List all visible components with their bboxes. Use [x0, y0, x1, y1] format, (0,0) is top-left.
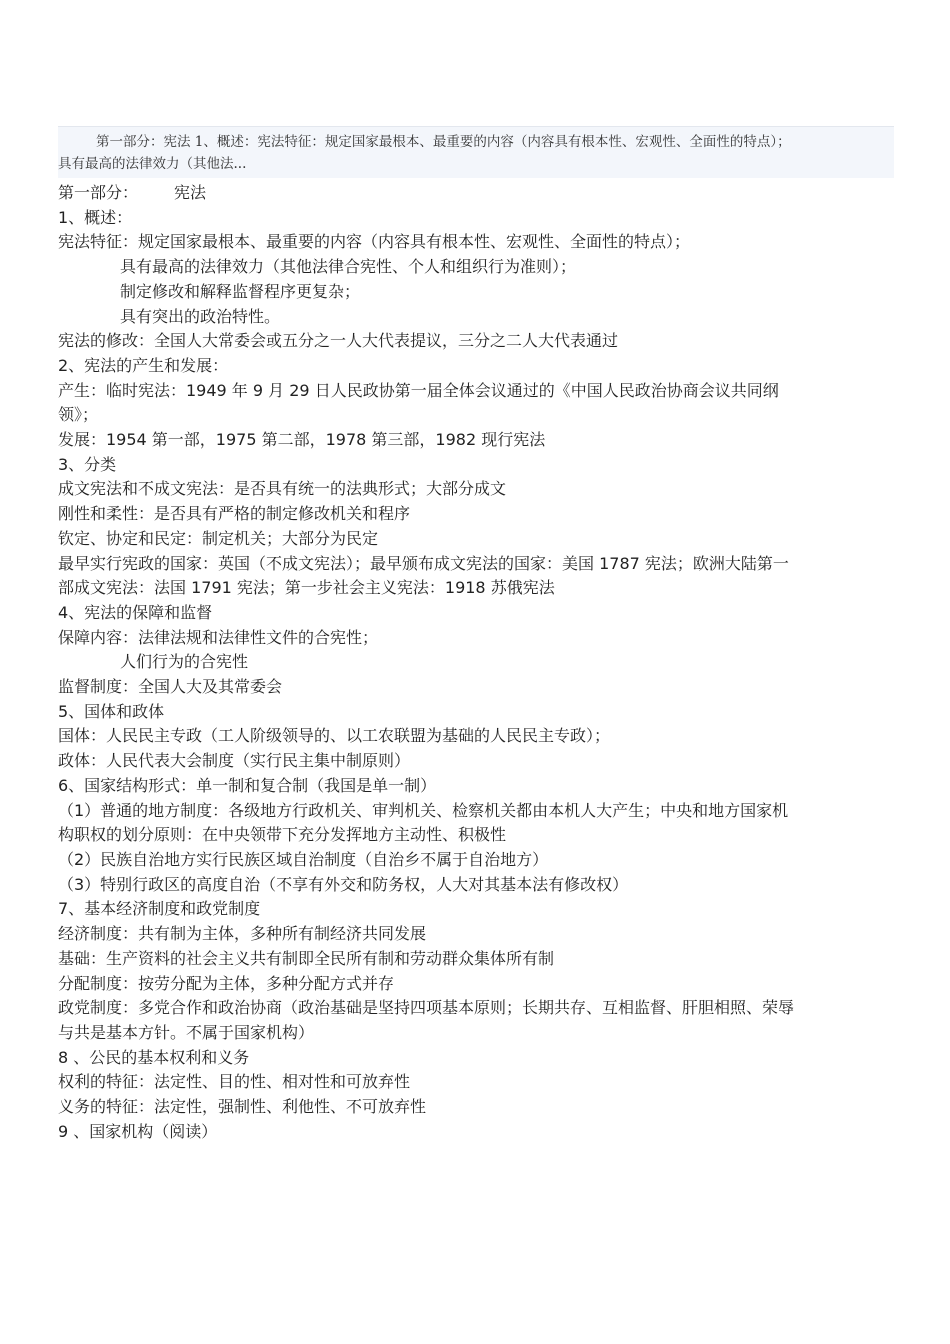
text-line: 制定修改和解释监督程序更复杂； — [120, 281, 361, 301]
text-line: 领》； — [58, 405, 99, 425]
section-heading: 5、国体和政体 — [58, 701, 165, 721]
text-line: 最早实行宪政的国家：英国（不成文宪法）；最早颁布成文宪法的国家：美国 1787 宪法；欧洲大陆第一 — [58, 553, 789, 573]
text-line: 发展：1954 第一部，1975 第二部，1978 第三部，1982 现行宪法 — [58, 430, 546, 450]
section-heading: 8 、公民的基本权利和义务 — [58, 1047, 250, 1067]
text-line: 产生：临时宪法：1949 年 9 月 29 日人民政协第一届全体会议通过的《中国人民政治协商会议共同纲 — [58, 380, 779, 400]
text-line: 保障内容：法律法规和法律性文件的合宪性； — [58, 627, 379, 647]
document-body — [58, 181, 898, 1144]
text-line: 与共是基本方针。不属于国家机构） — [58, 1022, 315, 1042]
text-line: 基础：生产资料的社会主义共有制即全民所有制和劳动群众集体所有制 — [58, 948, 555, 968]
section-heading: 6、国家结构形式：单一制和复合制（我国是单一制） — [58, 775, 437, 795]
section-heading: 4、宪法的保障和监督 — [58, 602, 213, 622]
document-summary-box — [58, 126, 894, 178]
text-line: 成文宪法和不成文宪法：是否具有统一的法典形式；大部分成文 — [58, 479, 507, 499]
text-line: 经济制度：共有制为主体，多种所有制经济共同发展 — [58, 924, 427, 944]
text-line: 人们行为的合宪性 — [120, 652, 249, 672]
section-heading: 1、概述： — [58, 207, 133, 227]
text-line: （3）特别行政区的高度自治（不享有外交和防务权，人大对其基本法有修改权） — [58, 874, 629, 894]
summary-line: 具有最高的法律效力（其他法... — [58, 156, 247, 172]
text-line: 具有最高的法律效力（其他法律合宪性、个人和组织行为准则）； — [120, 257, 577, 277]
text-line: 具有突出的政治特性。 — [120, 306, 281, 326]
text-line: 国体：人民民主专政（工人阶级领导的、以工农联盟为基础的人民民主专政）； — [58, 726, 611, 746]
text-line: 义务的特征：法定性，强制性、利他性、不可放弃性 — [58, 1097, 427, 1117]
text-line: 刚性和柔性：是否具有严格的制定修改机关和程序 — [58, 504, 411, 524]
part-heading — [58, 181, 898, 206]
text-line: 政体：人民代表大会制度（实行民主集中制原则） — [58, 751, 411, 771]
text-line: 政党制度：多党合作和政治协商（政治基础是坚持四项基本原则；长期共存、互相监督、肝胆相照、荣辱 — [58, 998, 795, 1018]
section-heading: 9 、国家机构（阅读） — [58, 1121, 218, 1141]
text-line: 构职权的划分原则：在中央领带下充分发挥地方主动性、积极性 — [58, 825, 507, 845]
text-line: 分配制度：按劳分配为主体，多种分配方式并存 — [58, 973, 395, 993]
text-line: 权利的特征：法定性、目的性、相对性和可放弃性 — [58, 1072, 411, 1092]
summary-line: 第一部分：宪法 1、概述：宪法特征：规定国家最根本、最重要的内容（内容具有根本性、宏观性、全面性的特点）； — [96, 134, 791, 150]
part-label: 第一部分： — [58, 183, 139, 202]
text-line: （2）民族自治地方实行民族区域自治制度（自治乡不属于自治地方） — [58, 849, 549, 869]
text-line: 部成文宪法：法国 1791 宪法；第一步社会主义宪法：1918 苏俄宪法 — [58, 578, 555, 598]
section-heading: 2、宪法的产生和发展： — [58, 355, 229, 375]
text-line: （1）普通的地方制度：各级地方行政机关、审判机关、检察机关都由本机人大产生；中央和地方国家机 — [58, 800, 789, 820]
text-line: 钦定、协定和民定：制定机关；大部分为民定 — [58, 528, 379, 548]
text-line: 宪法特征：规定国家最根本、最重要的内容（内容具有根本性、宏观性、全面性的特点）； — [58, 232, 691, 252]
section-heading: 3、分类 — [58, 454, 117, 474]
text-line: 宪法的修改：全国人大常委会或五分之一人大代表提议，三分之二人大代表通过 — [58, 331, 619, 351]
section-heading: 7、基本经济制度和政党制度 — [58, 899, 261, 919]
text-line: 监督制度：全国人大及其常委会 — [58, 677, 283, 697]
part-title: 宪法 — [174, 183, 207, 202]
